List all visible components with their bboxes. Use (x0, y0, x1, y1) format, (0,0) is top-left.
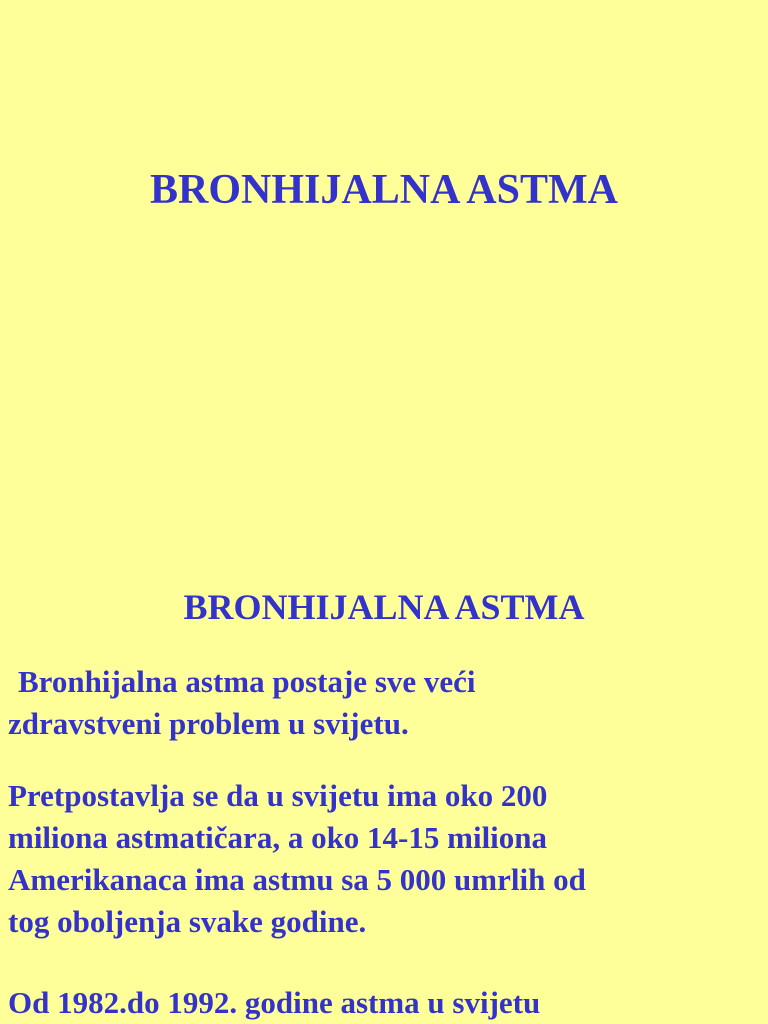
paragraph-2 (8, 775, 748, 943)
slide-2-title: BRONHIJALNA ASTMA (183, 587, 585, 627)
paragraph-2-line-3: Amerikanaca ima astmu sa 5 000 umrlih od (8, 862, 586, 897)
paragraph-1 (8, 661, 748, 745)
paragraph-3 (8, 982, 748, 1024)
paragraph-2-line-1: Pretpostavlja se da u svijetu ima oko 200 (8, 778, 548, 813)
paragraph-1-line-2: zdravstveni problem u svijetu. (8, 706, 409, 741)
slide-1-title: BRONHIJALNA ASTMA (150, 167, 618, 213)
paragraph-2-line-4: tog oboljenja svake godine. (8, 904, 367, 939)
paragraph-2-line-2: miliona astmatičara, a oko 14-15 miliona (8, 820, 548, 855)
paragraph-1-line-1: Bronhijalna astma postaje sve veći (18, 664, 476, 699)
paragraph-3-line-1: Od 1982.do 1992. godine astma u svijetu (8, 985, 541, 1020)
